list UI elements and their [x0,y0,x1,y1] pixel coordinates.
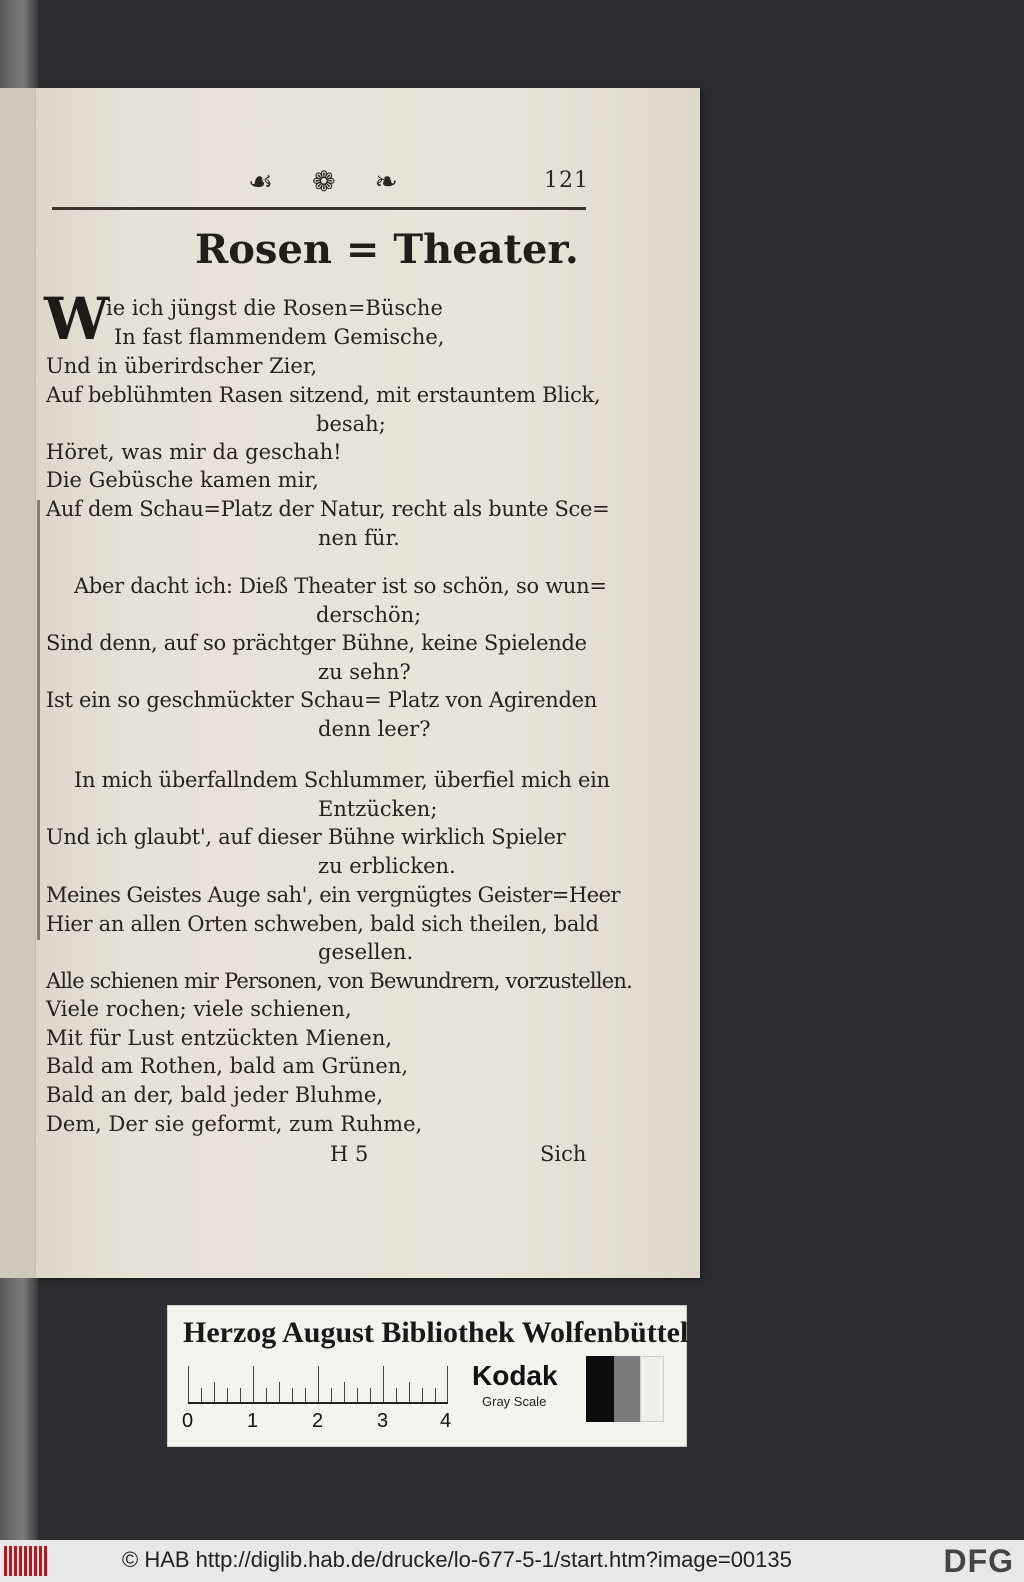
copyright-url[interactable]: © HAB http://diglib.hab.de/drucke/lo-677-5-1/start.htm?image=00135 [122,1547,792,1572]
text-line: Bald an der, bald jeder Bluhme, [46,1083,383,1107]
header-rule [52,207,586,210]
text-line: Mit für Lust entzückten Mienen, [46,1026,393,1050]
text-line: zu erblicken. [318,854,456,878]
gray-scale-label: Gray Scale [482,1394,547,1409]
dfg-logo: DFG [943,1543,1014,1579]
ruler-label: 4 [440,1410,452,1432]
text-line: ie ich jüngst die Rosen=Büsche [106,296,443,320]
text-line: Meines Geistes Auge sah', ein vergnügtes Geister=Heer [46,883,621,907]
footer-bar [0,1540,1024,1582]
text-line: Auf beblühmten Rasen sitzend, mit erstauntem Blick, [46,383,601,407]
previous-page-edge [0,88,36,1278]
ruler-label: 1 [247,1410,259,1432]
text-line: Alle schienen mir Personen, von Bewundrern, vorzustellen. [46,969,632,993]
text-line: Aber dacht ich: Dieß Theater ist so schön, so wun= [74,574,607,598]
text-line: Und ich glaubt', auf dieser Bühne wirklich Spieler [46,825,566,849]
text-line: Hier an allen Orten schweben, bald sich theilen, bald [46,912,599,936]
text-line: Die Gebüsche kamen mir, [46,468,319,492]
text-line: Viele rochen; viele schienen, [46,997,352,1021]
text-line: Sind denn, auf so prächtger Bühne, keine Spielende [46,631,587,655]
page-number: 121 [544,168,589,193]
signature-mark: H 5 [330,1142,369,1166]
ornament-right-icon: ❧ [374,165,398,198]
text-line: zu sehn? [318,660,411,684]
scale-ruler [188,1368,448,1404]
barcode-icon [4,1546,48,1576]
drop-cap: W [44,285,110,353]
ornament-left-icon: ☙ [248,165,274,198]
text-line: Höret, was mir da geschah! [46,440,342,464]
text-line: besah; [316,412,386,436]
library-name: Herzog August Bibliothek Wolfenbüttel [183,1316,689,1349]
text-line: Dem, Der sie geformt, zum Ruhme, [46,1112,423,1136]
text-line: Entzücken; [318,797,438,821]
text-line: Ist ein so geschmückter Schau= Platz von Agirenden [46,688,598,712]
catchword: Sich [540,1142,587,1166]
text-line: gesellen. [318,940,414,964]
text-line: denn leer? [318,717,431,741]
text-line: In mich überfallndem Schlummer, überfiel mich ein [74,768,610,792]
swatch-white [640,1356,664,1422]
text-line: derschön; [316,603,422,627]
ornament-center-icon: ❁ [312,165,336,198]
text-line: Und in überirdscher Zier, [46,354,318,378]
ruler-label: 0 [182,1410,194,1432]
text-line: Auf dem Schau=Platz der Natur, recht als bunte Sce= [46,497,610,521]
ruler-label: 3 [377,1410,389,1432]
swatch-gray [614,1356,640,1422]
header-ornaments [248,165,398,198]
ruler-label: 2 [312,1410,324,1432]
text-line: In fast flammendem Gemische, [114,325,445,349]
text-line: nen für. [318,526,400,550]
text-line: Bald am Rothen, bald am Grünen, [46,1054,409,1078]
kodak-logo: Kodak [472,1360,558,1391]
page-title: Rosen = Theater. [195,226,579,273]
swatch-black [586,1356,614,1422]
color-reference-card [167,1305,687,1447]
margin-mark [37,500,40,940]
